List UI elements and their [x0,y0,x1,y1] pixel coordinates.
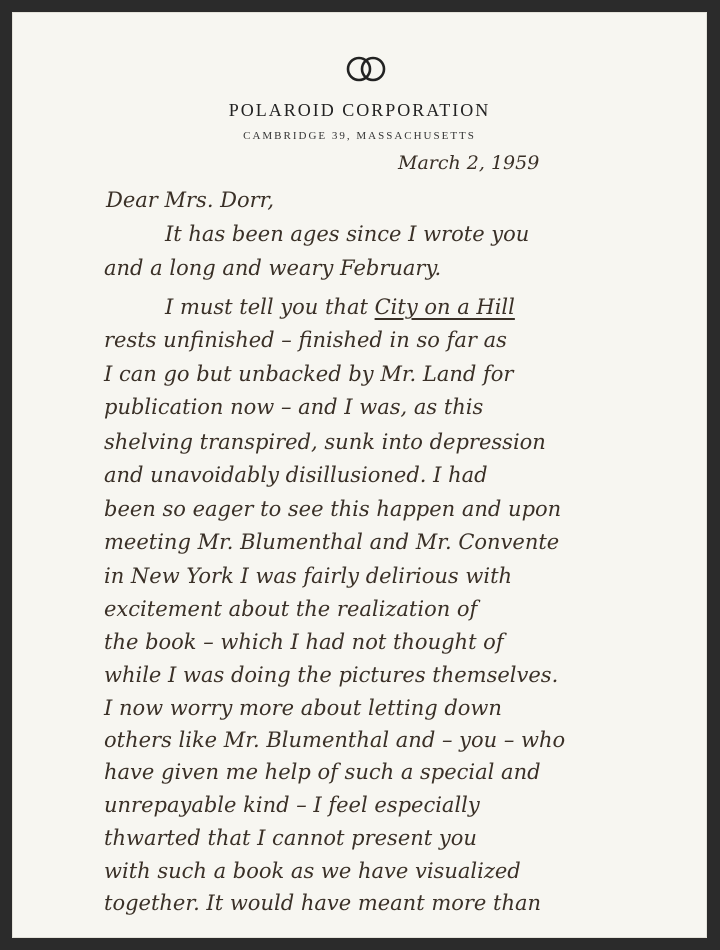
letter-line: with such a book as we have visualized [104,859,521,883]
letter-salutation: Dear Mrs. Dorr, [106,188,275,212]
letter-line: I can go but unbacked by Mr. Land for [104,362,514,386]
letter-page [12,12,707,938]
letter-line: rests unfinished – finished in so far as [104,328,507,352]
letter-line: thwarted that I cannot present you [104,826,477,850]
letter-line: I must tell you that City on a Hill [165,295,515,319]
book-title: City on a Hill [374,295,515,319]
polaroid-logo-icon [340,54,392,84]
letterhead-company: POLAROID CORPORATION [228,100,491,120]
letter-line: It has been ages since I wrote you [165,222,530,246]
letter-line: unrepayable kind – I feel especially [104,793,480,817]
letter-line: others like Mr. Blumenthal and – you – who [104,728,566,752]
letter-line: have given me help of such a special and [104,760,541,784]
letter-line: publication now – and I was, as this [104,395,484,419]
letter-line: in New York I was fairly delirious with [104,564,513,588]
letter-line: been so eager to see this happen and upon [104,497,562,521]
letter-line: excitement about the realization of [104,597,478,621]
letter-line: I now worry more about letting down [104,696,502,720]
letterhead-address: CAMBRIDGE 39, MASSACHUSETTS [243,130,476,142]
letter-line: together. It would have meant more than [104,891,542,915]
letter-date: March 2, 1959 [398,152,540,174]
letter-line: shelving transpired, sunk into depression [104,430,546,454]
letter-line: and unavoidably disillusioned. I had [104,463,488,487]
letter-line: and a long and weary February. [104,256,442,280]
letter-line: the book – which I had not thought of [104,630,504,654]
letter-line: while I was doing the pictures themselves. [104,663,559,687]
letter-line: meeting Mr. Blumenthal and Mr. Convente [104,530,560,554]
